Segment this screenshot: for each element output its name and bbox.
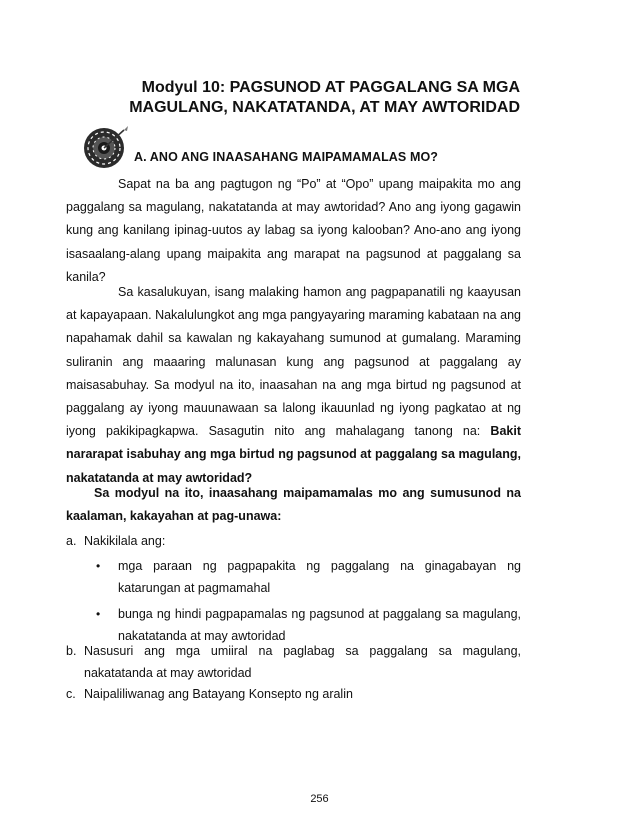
- key-question: Bakit nararapat isabuhay ang mga birtud ng pagsunod at paggalang sa magulang, nakatatanda at may awtoridad?: [66, 424, 521, 485]
- objective-item-a: [66, 530, 521, 651]
- bullet-text: mga paraan ng pagpapakita ng paggalang na ginagabayan ng katarungan at pagmamahal: [118, 559, 521, 595]
- bullet-icon: •: [96, 607, 101, 621]
- bullet-list: [66, 555, 521, 647]
- objective-item-b: [66, 640, 521, 684]
- module-title: [120, 78, 520, 118]
- item-letter: a.: [66, 534, 77, 548]
- page-number: 256: [310, 793, 329, 805]
- item-letter: c.: [66, 687, 76, 701]
- item-text: Naipaliliwanag ang Batayang Konsepto ng aralin: [84, 687, 353, 701]
- objective-item-c: [66, 683, 521, 705]
- dartboard-icon: [80, 124, 130, 170]
- bullet-item: [96, 555, 521, 599]
- paragraph-1: [66, 173, 521, 289]
- module-title-line-2: MAGULANG, NAKATATANDA, AT MAY AWTORIDAD: [129, 99, 520, 116]
- objectives-intro: [66, 482, 521, 528]
- item-text: Nasusuri ang mga umiiral na paglabag sa paggalang sa magulang, nakatatanda at may awtoridad: [84, 644, 521, 680]
- objectives-intro-text: Sa modyul na ito, inaasahang maipamamalas mo ang sumusunod na kaalaman, kakayahan at pag-unawa:: [66, 486, 521, 524]
- section-heading: A. ANO ANG INAASAHANG MAIPAMAMALAS MO?: [134, 150, 439, 164]
- paragraph-2: [66, 281, 521, 490]
- paragraph-1-text: Sapat na ba ang pagtugon ng “Po” at “Opo” upang maipakita mo ang paggalang sa magulang, nakatatanda at may awtoridad? Ano ang iyong gagawin kung ang kanilang ipinag-uutos ay labag sa iyong kalooban? Ano-ano ang iyong isasaalang-alang upang maipakita ang marapat na pagsunod at paggalang sa kanila?: [66, 177, 521, 284]
- module-title-line-1: Modyul 10: PAGSUNOD AT PAGGALANG SA MGA: [141, 79, 520, 96]
- bullet-icon: •: [96, 559, 101, 573]
- paragraph-2-text: Sa kasalukuyan, isang malaking hamon ang pagpapanatili ng kaayusan at kapayapaan. Nakalulungkot ang mga pangyayaring maraming kabataan na ang napahamak dahil sa kawalan ng kakayahang sumunod at gumalang. Maraming suliranin ang maaaring malunasan kung ang pagsunod at paggalang ay maisasabuhay. Sa modyul na ito, inaasahan na ang mga birtud ng pagsunod at paggalang ay iyong mauunawaan sa lalong ikauunlad ng iyong pagkatao at ng iyong pakikipagkapwa. Sasagutin nito ang mahalagang tanong na:: [66, 285, 521, 439]
- bullet-text: bunga ng hindi pagpapamalas ng pagsunod at paggalang sa magulang, nakatatanda at may awtoridad: [118, 607, 521, 643]
- item-text: Nakikilala ang:: [84, 534, 166, 548]
- item-letter: b.: [66, 644, 77, 658]
